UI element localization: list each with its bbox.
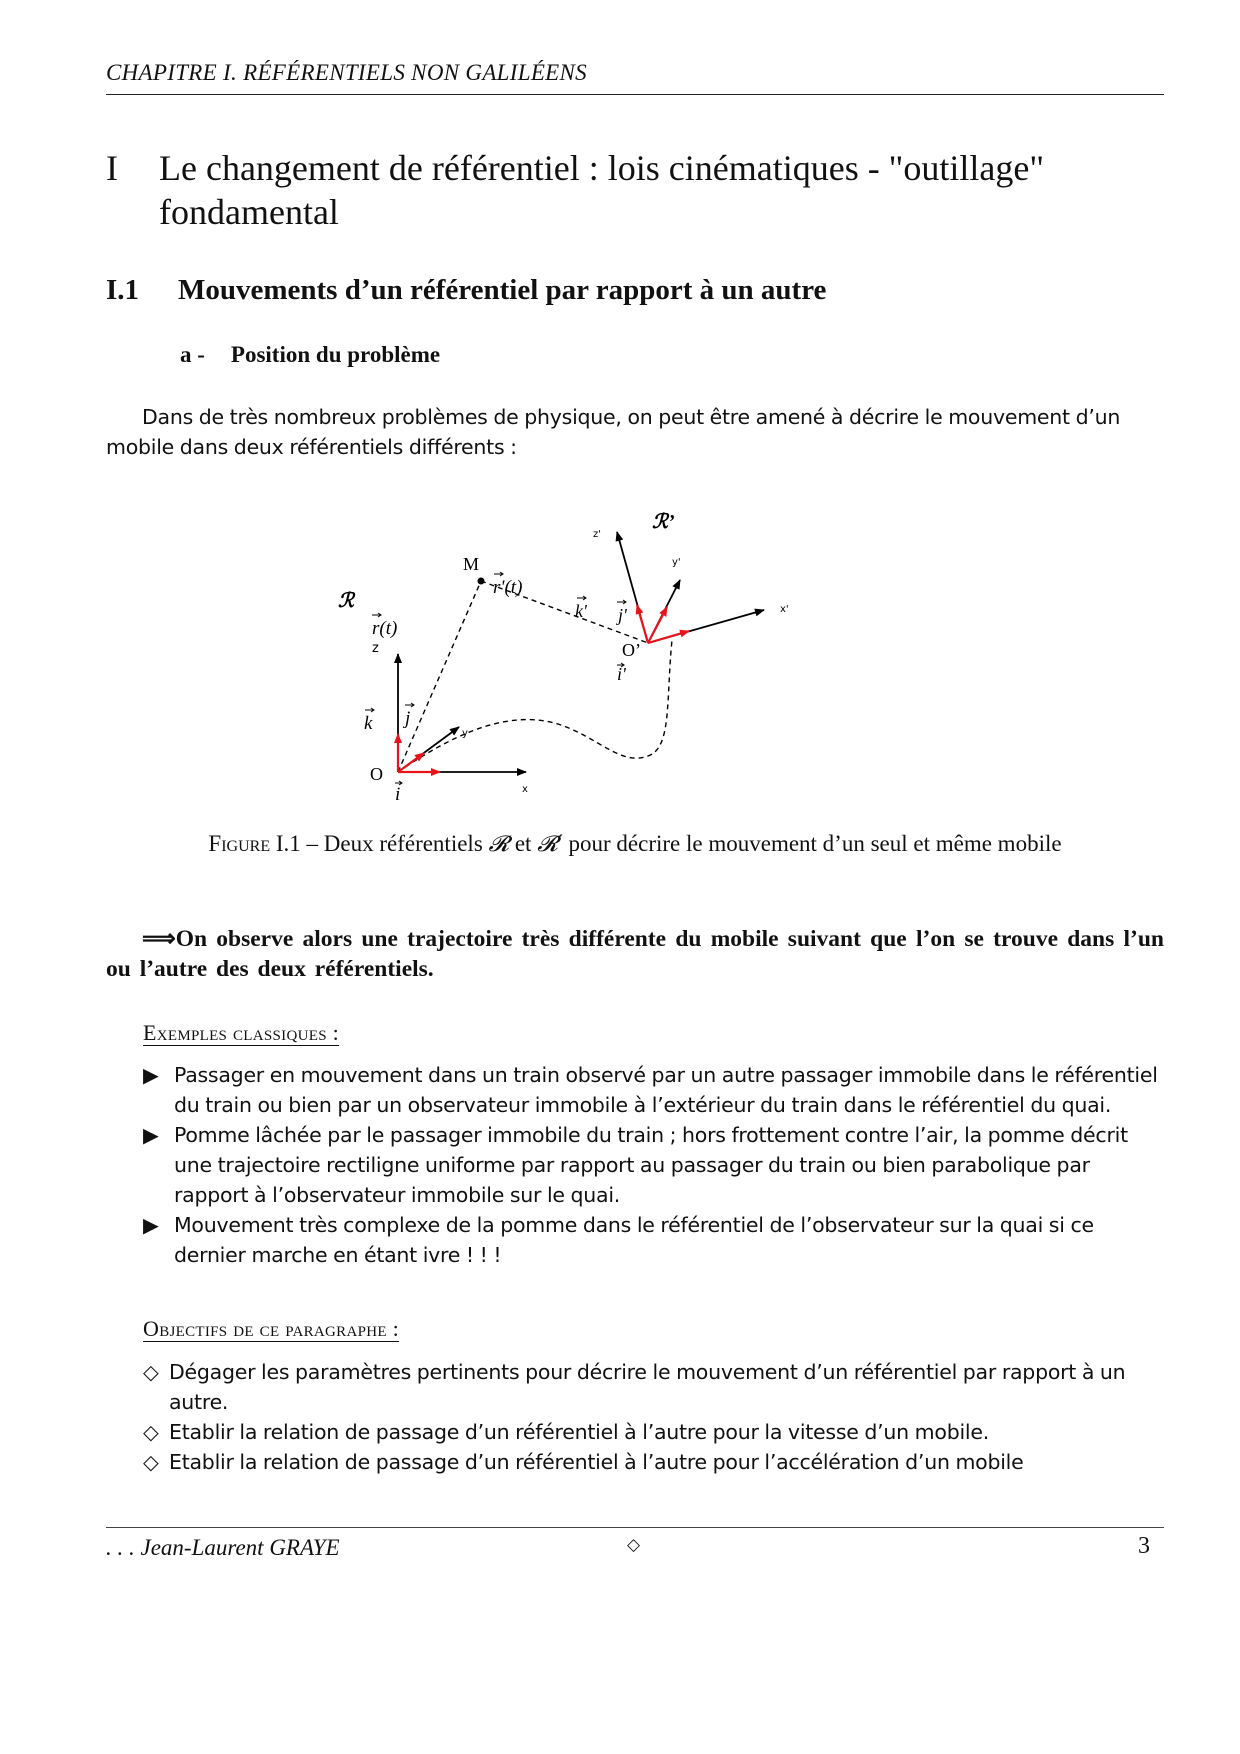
conclusion-paragraph xyxy=(106,924,1164,984)
objectives-list xyxy=(143,1357,1164,1477)
label-zprime: z' xyxy=(593,529,601,540)
subsubsection-heading xyxy=(180,342,440,368)
label-Oprime: O’ xyxy=(622,640,641,660)
subsection-title: Mouvements d’un référentiel par rapport à un autre xyxy=(178,274,827,306)
label-k: k xyxy=(364,713,373,734)
list-item xyxy=(143,1120,1164,1210)
label-rprime-group xyxy=(493,572,522,598)
diamond-bullet-icon: ◇ xyxy=(143,1420,159,1444)
label-iprime: i' xyxy=(617,664,626,684)
diamond-bullet-icon: ◇ xyxy=(143,1450,159,1474)
list-item-text: Mouvement très complexe de la pomme dans le référentiel de l’observateur sur la quai si ce dernier marche en étant ivre ! ! ! xyxy=(174,1213,1094,1267)
caption-Rprime: 𝓡′ xyxy=(537,832,563,857)
caption-text-after: pour décrire le mouvement d’un seul et même mobile xyxy=(562,831,1062,856)
label-M: M xyxy=(463,554,480,574)
figure-caption xyxy=(106,831,1164,857)
implies-arrow: ⟹ xyxy=(142,926,176,952)
list-item-text: Etablir la relation de passage d’un référentiel à l’autre pour l’accélération d’un mobile xyxy=(169,1450,1024,1474)
intro-paragraph: Dans de très nombreux problèmes de physique, on peut être amené à décrire le mouvement d’un mobile dans deux référentiels différents : xyxy=(106,405,1121,459)
label-r-group xyxy=(372,613,397,639)
footer-rule xyxy=(106,1527,1164,1528)
conclusion-text: On observe alors une trajectoire très différente du mobile suivant que l’on se trouve dans l’un ou l’autre des deux référentiels. xyxy=(106,926,1164,982)
list-item xyxy=(143,1357,1164,1417)
label-j: j xyxy=(405,708,411,729)
list-item-text: Passager en mouvement dans un train observé par un autre passager immobile dans le référentiel du train ou bien par un observateur immobile à l’extérieur du train dans le référentiel du quai. xyxy=(174,1063,1158,1117)
label-j-group xyxy=(402,703,414,729)
list-item xyxy=(143,1060,1164,1120)
label-R: ℛ xyxy=(338,590,354,612)
footer-diamond-icon: ◇ xyxy=(627,1535,641,1555)
caption-et: et xyxy=(509,831,538,856)
list-item-text: Pomme lâchée par le passager immobile du train ; hors frottement contre l’air, la pomme décrit une trajectoire rectiligne uniforme par rapport au passager du train ou bien parabolique par rapport à l’observateur immobile sur le quai. xyxy=(174,1123,1128,1207)
label-jprime-group xyxy=(616,600,628,625)
objectives-title: Objectifs de ce paragraphe : xyxy=(143,1316,400,1341)
label-Rprime: ℛ’ xyxy=(652,511,675,533)
list-item xyxy=(143,1210,1164,1270)
caption-label: Figure I.1 xyxy=(208,831,301,856)
header-rule xyxy=(106,94,1164,95)
list-item-text: Etablir la relation de passage d’un référentiel à l’autre pour la vitesse d’un mobile. xyxy=(169,1420,989,1444)
list-item-text: Dégager les paramètres pertinents pour décrire le mouvement d’un référentiel par rapport à un autre. xyxy=(169,1360,1126,1414)
caption-dash: – xyxy=(300,831,324,856)
triangle-bullet-icon: ▶ xyxy=(143,1123,159,1147)
triangle-bullet-icon: ▶ xyxy=(143,1063,159,1087)
running-header: CHAPITRE I. RÉFÉRENTIELS NON GALILÉENS xyxy=(106,60,587,85)
list-item xyxy=(143,1417,1164,1447)
label-i-group xyxy=(395,781,402,805)
label-yprime: y' xyxy=(672,557,681,568)
label-z: z xyxy=(372,641,379,656)
reference-frames-figure xyxy=(330,500,830,810)
label-i: i xyxy=(395,784,401,805)
unit-vector-kprime xyxy=(637,605,648,643)
label-x: x xyxy=(522,784,528,795)
label-kprime-group xyxy=(575,596,588,621)
caption-R: 𝓡 xyxy=(488,832,510,857)
label-rprime: r'(t) xyxy=(493,577,523,598)
subsubsection-number: a - xyxy=(180,342,205,367)
diamond-bullet-icon: ◇ xyxy=(143,1360,159,1384)
label-O: O xyxy=(370,764,383,784)
examples-list xyxy=(143,1060,1164,1270)
label-r: r(t) xyxy=(372,618,398,639)
position-vector-r xyxy=(398,581,481,772)
label-iprime-group xyxy=(617,663,627,684)
list-item xyxy=(143,1447,1164,1477)
caption-text-before: Deux référentiels xyxy=(323,831,489,856)
subsection-number: I.1 xyxy=(106,274,140,306)
section-title: Le changement de référentiel : lois cinématiques - "outillage" fondamental xyxy=(159,148,1045,232)
label-kprime: k' xyxy=(575,601,587,621)
label-k-group xyxy=(364,708,374,734)
label-jprime: j' xyxy=(618,605,627,625)
subsubsection-title: Position du problème xyxy=(230,342,441,367)
label-y: y xyxy=(462,728,468,739)
examples-title: Exemples classiques : xyxy=(143,1020,340,1045)
page-number: 3 xyxy=(1138,1533,1150,1559)
point-M xyxy=(478,578,485,585)
label-xprime: x' xyxy=(780,604,789,615)
triangle-bullet-icon: ▶ xyxy=(143,1213,159,1237)
footer-author: . . . Jean-Laurent GRAYE xyxy=(106,1535,340,1560)
section-number: I xyxy=(106,148,118,188)
